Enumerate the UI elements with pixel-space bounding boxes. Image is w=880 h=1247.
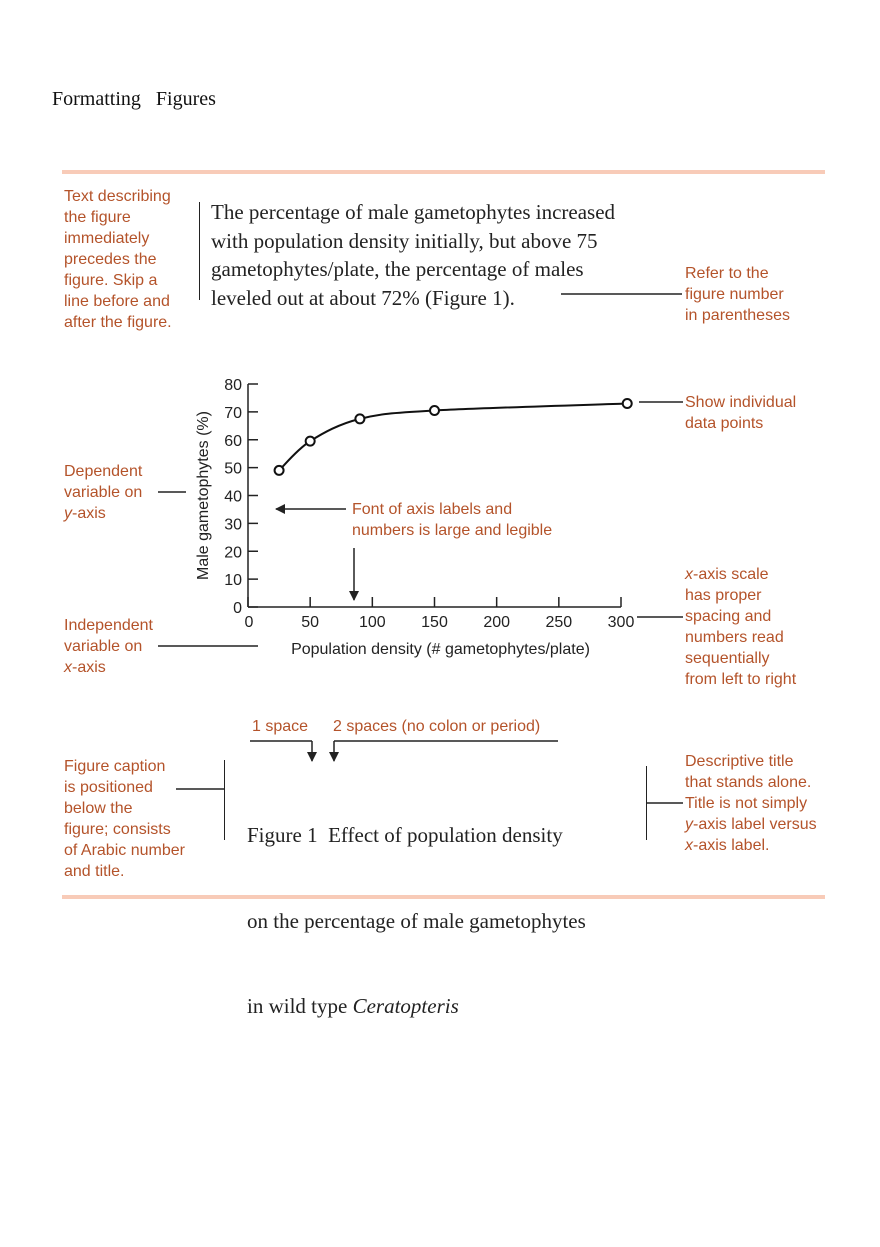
ann-dependent-line: Dependent — [64, 463, 143, 480]
ann-independent-line: variable on — [64, 638, 143, 655]
ann-font-axis-line: Font of axis labels and — [352, 501, 513, 518]
x-tick-label: 150 — [421, 614, 448, 631]
ann-xscale-line: x-axis scale — [685, 566, 769, 583]
chart — [195, 377, 634, 658]
ann-text-describing-line: the figure — [64, 209, 131, 226]
ann-text-describing-line: Text describing — [64, 188, 171, 205]
data-point — [306, 437, 315, 446]
ann-descriptive-line: Title is not simply — [685, 795, 808, 812]
ann-descriptive-line: x-axis label. — [685, 837, 770, 854]
y-tick-label: 30 — [224, 516, 242, 534]
ann-independent-line: x-axis — [64, 659, 106, 676]
ann-xscale-line: has proper — [685, 587, 762, 604]
data-point — [275, 466, 284, 475]
ann-xscale-line: spacing and — [685, 608, 772, 625]
intro-block-line: gametophytes/plate, the percentage of males — [211, 257, 584, 281]
intro-block-line: The percentage of male gametophytes increased — [211, 200, 616, 224]
ann-text-describing-line: after the figure. — [64, 314, 172, 331]
ann-show-points-line: Show individual — [685, 394, 797, 411]
ann-descriptive-line: that stands alone. — [685, 774, 812, 791]
y-tick-label: 20 — [224, 544, 242, 562]
ann-independent-line: Independent — [64, 617, 153, 634]
y-tick-label: 10 — [224, 572, 242, 590]
ann-caption-pos-line: Figure caption — [64, 758, 166, 775]
annotation-one-space: 1 space — [252, 718, 309, 735]
ann-descriptive-line: y-axis label versus — [685, 816, 817, 833]
x-tick-label: 300 — [607, 614, 635, 631]
x-tick-label: 250 — [545, 614, 573, 631]
page-title: Formatting Figures — [52, 88, 216, 110]
ann-dependent-line: y-axis — [64, 505, 106, 522]
caption-figure-number: Figure 1 — [247, 823, 318, 847]
intro-block-line: with population density initially, but above 75 — [211, 228, 598, 253]
caption-species: Ceratopteris — [352, 994, 459, 1018]
y-tick-label: 70 — [224, 404, 242, 422]
y-tick-label: 80 — [224, 377, 242, 394]
x-tick-label: 200 — [483, 614, 511, 631]
ann-refer-line: figure number — [685, 286, 784, 303]
series-line — [279, 404, 627, 471]
ann-xscale-line: sequentially — [685, 650, 770, 667]
caption-line-3: in wild type — [247, 994, 353, 1018]
ann-text-describing-line: figure. Skip a — [64, 272, 158, 289]
y-tick-label: 60 — [224, 432, 242, 450]
x-axis-label: Population density (# gametophytes/plate) — [291, 641, 590, 658]
x-tick-label: 0 — [244, 614, 254, 631]
ann-xscale-line: from left to right — [685, 671, 797, 688]
caption-line-1: Effect of population density — [328, 823, 563, 847]
caption-line-2: on the percentage of male gametophytes — [247, 908, 586, 933]
x-tick-label: 50 — [301, 614, 320, 631]
ann-refer-line: in parentheses — [685, 307, 790, 324]
ann-caption-pos-line: and title. — [64, 863, 125, 880]
ann-show-points-line: data points — [685, 415, 764, 432]
x-tick-label: 100 — [358, 614, 386, 631]
ann-dependent-line: variable on — [64, 484, 143, 501]
ann-text-describing-line: immediately — [64, 230, 150, 247]
ann-caption-pos-line: of Arabic number — [64, 842, 185, 859]
y-tick-label: 40 — [224, 488, 242, 506]
y-axis-label: Male gametophytes (%) — [195, 411, 212, 580]
annotation-two-spaces: 2 spaces (no colon or period) — [333, 718, 541, 735]
intro-block-line: leveled out at about 72% (Figure 1). — [211, 285, 515, 310]
ann-font-axis-line: numbers is large and legible — [352, 522, 553, 539]
ann-xscale-line: numbers read — [685, 629, 784, 646]
ann-caption-pos-line: figure; consists — [64, 821, 171, 838]
ann-caption-pos-line: is positioned — [64, 779, 153, 796]
ann-text-describing-line: line before and — [64, 293, 170, 310]
data-point — [430, 406, 439, 415]
ann-refer-line: Refer to the — [685, 265, 769, 282]
ann-text-describing-line: precedes the — [64, 251, 157, 268]
y-tick-label: 0 — [233, 600, 242, 617]
data-point — [623, 399, 632, 408]
data-point — [355, 414, 364, 423]
ann-caption-pos-line: below the — [64, 800, 133, 817]
ann-descriptive-line: Descriptive title — [685, 753, 794, 770]
y-tick-label: 50 — [224, 460, 242, 478]
